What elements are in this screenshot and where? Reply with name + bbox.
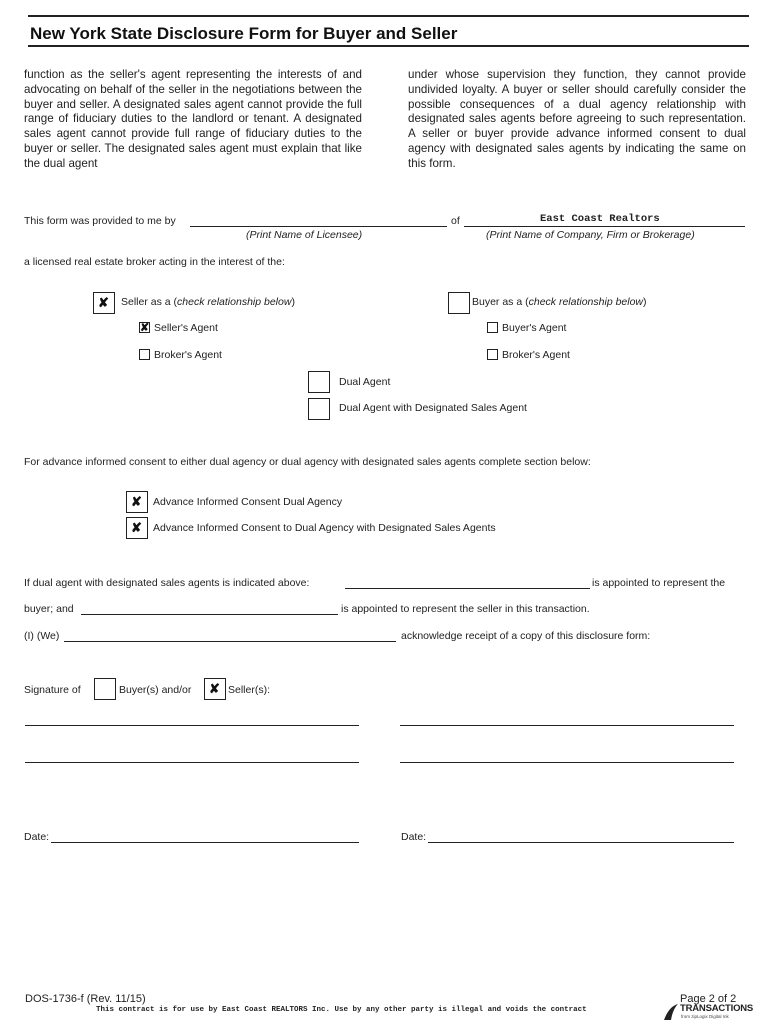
appointment-line2-prefix: buyer; and	[24, 603, 74, 615]
appointment-line3-prefix: (I) (We)	[24, 630, 60, 642]
seller-label-pre: Seller as a (	[121, 296, 178, 308]
seller-label-ital: check relationship below	[177, 296, 292, 308]
buyer-brokers-agent-checkbox[interactable]	[487, 349, 498, 360]
signature-line-right-1[interactable]	[400, 725, 734, 726]
company-caption: (Print Name of Company, Firm or Brokerage)	[486, 229, 695, 241]
dual-agent-designated-checkbox[interactable]	[308, 398, 330, 420]
date-left-label: Date:	[24, 831, 50, 843]
logo-swoosh-icon	[662, 1002, 680, 1022]
appointment-line2-suffix: is appointed to represent the seller in this transaction.	[341, 603, 590, 615]
consent-intro: For advance informed consent to either dual agency or dual agency with designated sales agents complete section below:	[24, 456, 591, 468]
buyers-agent-label: Buyer's Agent	[502, 322, 567, 334]
date-left-field[interactable]	[51, 842, 359, 843]
title-underline	[28, 45, 749, 47]
provided-by-label: This form was provided to me by	[24, 215, 176, 227]
logo-sub-text: from zipLogix Digital Ink	[681, 1014, 729, 1019]
consent-dual-agency-checkbox[interactable]	[126, 491, 148, 513]
consent-designated-label: Advance Informed Consent to Dual Agency with Designated Sales Agents	[153, 522, 496, 534]
appointment-line1-suffix: is appointed to represent the	[592, 577, 726, 589]
right-column-text: under whose supervision they function, they cannot provide undivided loyalty. A buyer or seller should carefully consider the possible consequences of a dual agency relationship with designated sales agents before agreeing to such representation. A seller or buyer provide advance informed consent to dual agency with designated sales agents by indicating the same on this form.	[408, 68, 746, 170]
seller-label	[121, 296, 295, 308]
signature-line-right-2[interactable]	[400, 762, 734, 763]
seller-brokers-agent-checkbox[interactable]	[139, 349, 150, 360]
signature-label: Signature of	[24, 684, 81, 696]
company-name-field[interactable]	[464, 213, 745, 227]
consent-dual-agency-label: Advance Informed Consent Dual Agency	[153, 496, 343, 508]
check-icon: ✘	[209, 681, 220, 696]
date-right-label: Date:	[401, 831, 427, 843]
seller-checkbox[interactable]	[93, 292, 115, 314]
appointment-line1-label: If dual agent with designated sales agents is indicated above:	[24, 577, 310, 589]
form-number: DOS-1736-f (Rev. 11/15)	[25, 993, 146, 1005]
of-label: of	[451, 215, 460, 227]
signature-line-left-2[interactable]	[25, 762, 359, 763]
dual-agent-label: Dual Agent	[339, 376, 391, 388]
signature-buyers-label: Buyer(s) and/or	[119, 684, 192, 696]
buyer-label-pre: Buyer as a (	[472, 296, 529, 308]
buyers-agent-checkbox[interactable]	[487, 322, 498, 333]
signature-buyers-checkbox[interactable]	[94, 678, 116, 700]
seller-designated-agent-field[interactable]	[81, 614, 338, 615]
page-number: Page 2 of 2	[680, 993, 737, 1005]
acknowledging-party-field[interactable]	[64, 641, 396, 642]
seller-brokers-agent-label: Broker's Agent	[154, 349, 222, 361]
consent-designated-checkbox[interactable]	[126, 517, 148, 539]
broker-acting-text: a licensed real estate broker acting in the interest of the:	[24, 256, 285, 268]
footer-disclaimer: This contract is for use by East Coast REALTORS Inc. Use by any other party is illegal and voids the contract	[96, 1006, 587, 1014]
check-icon: ✘	[131, 520, 142, 535]
page-title: New York State Disclosure Form for Buyer and Seller	[30, 24, 458, 43]
transactions-logo	[662, 1002, 762, 1022]
left-column-text: function as the seller's agent representing the interests of and advocating on behalf of the seller in the negotiations between the buyer and seller. A designated sales agent cannot provide the full range of fiduciary duties to the landlord or tenant. A designated sales agent cannot provide full range of fiduciary duties to the buyer or seller. The designated sales agent must explain that like the dual agent	[24, 68, 362, 170]
buyer-label-ital: check relationship below	[528, 296, 644, 308]
dual-agent-designated-label: Dual Agent with Designated Sales Agent	[339, 402, 527, 414]
top-rule	[28, 15, 749, 17]
appointment-line3-suffix: acknowledge receipt of a copy of this disclosure form:	[401, 630, 651, 642]
buyer-checkbox[interactable]	[448, 292, 470, 314]
check-icon: ✘	[140, 322, 150, 334]
buyer-label	[472, 296, 647, 308]
buyer-label-post: )	[643, 296, 647, 308]
company-name-value: East Coast Realtors	[540, 213, 660, 225]
check-icon: ✘	[98, 295, 109, 310]
licensee-caption: (Print Name of Licensee)	[246, 229, 363, 241]
signature-sellers-checkbox[interactable]	[204, 678, 226, 700]
check-icon: ✘	[131, 494, 142, 509]
date-right-field[interactable]	[428, 842, 734, 843]
signature-line-left-1[interactable]	[25, 725, 359, 726]
dual-agent-checkbox[interactable]	[308, 371, 330, 393]
licensee-name-field[interactable]	[190, 226, 447, 227]
buyer-designated-agent-field[interactable]	[345, 588, 590, 589]
sellers-agent-label: Seller's Agent	[154, 322, 218, 334]
logo-brand-text: TRANSACTIONS	[680, 1003, 754, 1014]
sellers-agent-checkbox[interactable]	[139, 322, 150, 333]
buyer-brokers-agent-label: Broker's Agent	[502, 349, 570, 361]
seller-label-post: )	[291, 296, 295, 308]
signature-sellers-label: Seller(s):	[228, 684, 271, 696]
